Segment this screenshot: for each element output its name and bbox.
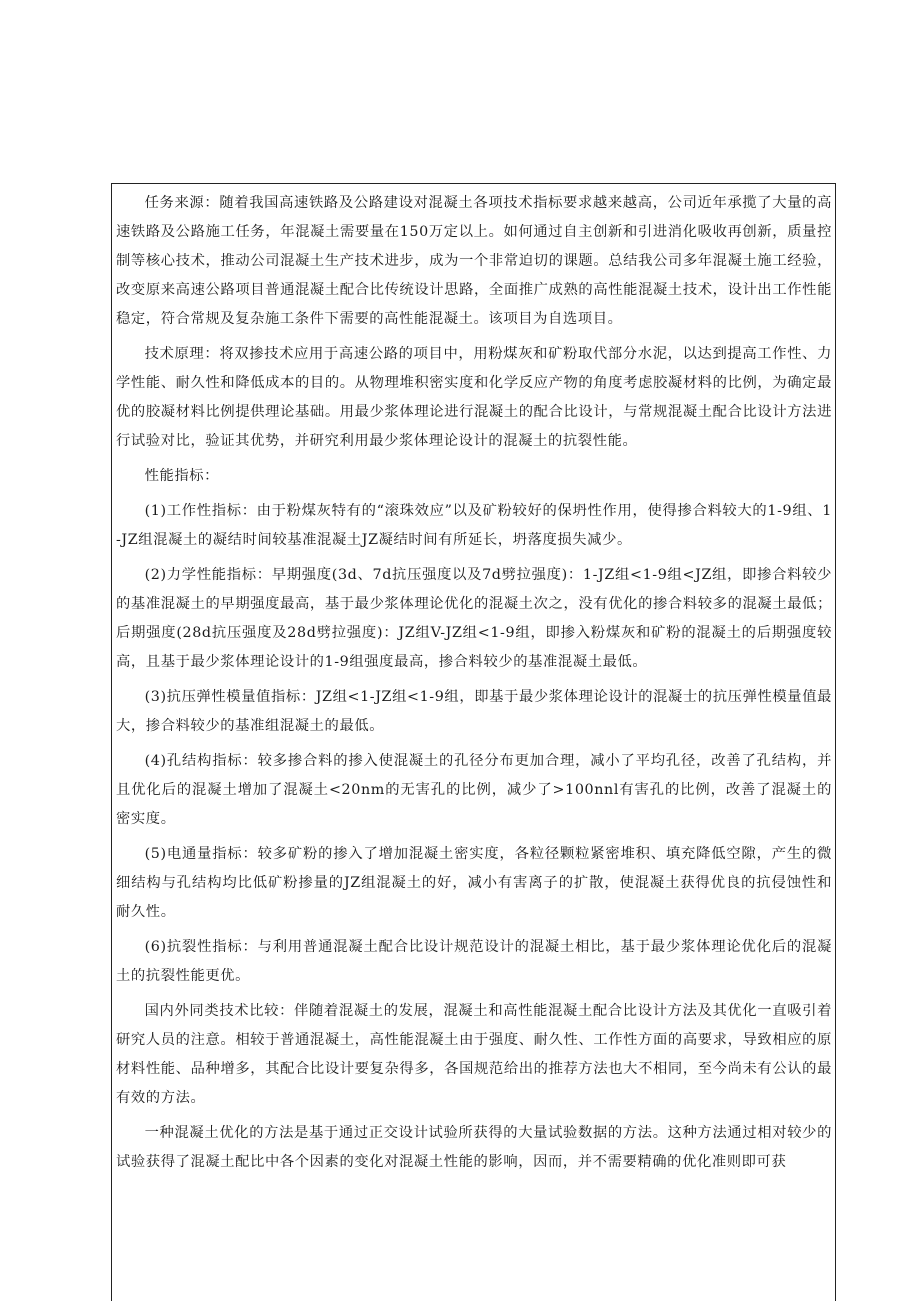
- paragraph-technical-principle: 技术原理：将双掺技术应用于高速公路的项目中，用粉煤灰和矿粉取代部分水泥，以达到提高工作性、力学性能、耐久性和降低成本的目的。从物理堆积密实度和化学反应产物的角度考虑胶凝材料的比例，为确定最优的胶凝材料比例提供理论基础。用最少浆体理论进行混凝土的配合比设计，与常规混凝土配合比设计方法进行试验对比，验证其优势，并研究利用最少浆体理论设计的混凝土的抗裂性能。: [116, 346, 832, 449]
- paragraph-task-source: 任务来源：随着我国高速铁路及公路建设对混凝土各项技术指标要求越来越高，公司近年承揽了大量的高速铁路及公路施工任务，年混凝土需要量在150万定以上。如何通过自主创新和引进消化吸收再创新，质量控制等核心技术，推动公司混凝土生产技术进步，成为一个非常迫切的课题。总结我公司多年混凝土施工经验，改变原来高速公路项目普通混凝土配合比传统设计思路，全面推广成熟的高性能混凝土技术，设计出工作性能稳定，符合常规及复杂施工条件下需要的高性能混凝土。该项目为自选项目。: [116, 195, 832, 327]
- paragraph-indicator-elastic-modulus: (3)抗压弹性模量值指标：JZ组<1-JZ组<1-9组，即基于最少浆体理论设计的混凝士的抗压弹性模量值最大，掺合料较少的基准组混凝土的最低。: [116, 689, 832, 734]
- paragraph-domestic-foreign-comparison: 国内外同类技术比较：伴随着混凝土的发展，混凝土和高性能混凝土配合比设计方法及其优化一直吸引着研究人员的注意。相较于普通混凝土，高性能混凝土由于强度、耐久性、工作性方面的高要求，导致相应的原材料性能、品种增多，其配合比设计要复杂得多，各国规范给出的推荐方法也大不相同，至今尚未有公认的最有效的方法。: [116, 1003, 832, 1106]
- paragraph-indicator-crack-resistance: (6)抗裂性指标：与利用普通混凝土配合比设计规范设计的混凝土相比，基于最少浆体理论优化后的混凝土的抗裂性能更优。: [116, 939, 832, 984]
- paragraph-indicator-mechanical: (2)力学性能指标：早期强度(3d、7d抗压强度以及7d劈拉强度)：1-JZ组<1-9组<JZ组，即掺合料较少的基准混凝土的早期强度最高，基于最少浆体理论优化的混凝土次之，没有优化的掺合料较多的混凝土最低；后期强度(28d抗压强度及28d劈拉强度)：JZ组V-JZ组<1-9组，即掺入粉煤灰和矿粉的混凝土的后期强度较高，且基于最少浆体理论设计的1-9组强度最高，掺合料较少的基准混凝土最低。: [116, 567, 832, 670]
- paragraph-performance-heading: 性能指标：: [144, 468, 220, 484]
- document-body: [116, 189, 832, 1177]
- paragraph-indicator-workability: (1)工作性指标：由于粉煤灰特有的“滚珠效应”以及矿粉较好的保坍性作用，使得掺合料较大的1-9组、1-JZ组混凝土的凝结时间较基准混凝土JZ凝结时间有所延长，坍落度损失减少。: [116, 503, 832, 548]
- paragraph-indicator-pore-structure: (4)孔结构指标：较多掺合料的掺入使混凝土的孔径分布更加合理，减小了平均孔径，改善了孔结构，并且优化后的混凝土增加了混凝土<20nm的无害孔的比例，减少了>100nnl有害孔的比例，改善了混凝土的密实度。: [116, 753, 832, 827]
- paragraph-indicator-electric-flux: (5)电通量指标：较多矿粉的掺入了增加混凝土密实度，各粒径颗粒紧密堆积、填充降低空隙，产生的微细结构与孔结构均比低矿粉掺量的JZ组混凝土的好，减小有害离子的扩散，使混凝土获得优良的抗侵蚀性和耐久性。: [116, 846, 832, 920]
- paragraph-orthogonal-method: 一种混凝土优化的方法是基于通过正交设计试验所获得的大量试验数据的方法。这种方法通过相对较少的试验获得了混凝土配比中各个因素的变化对混凝土性能的影响，因而，并不需要精确的优化准则即可获: [116, 1125, 832, 1170]
